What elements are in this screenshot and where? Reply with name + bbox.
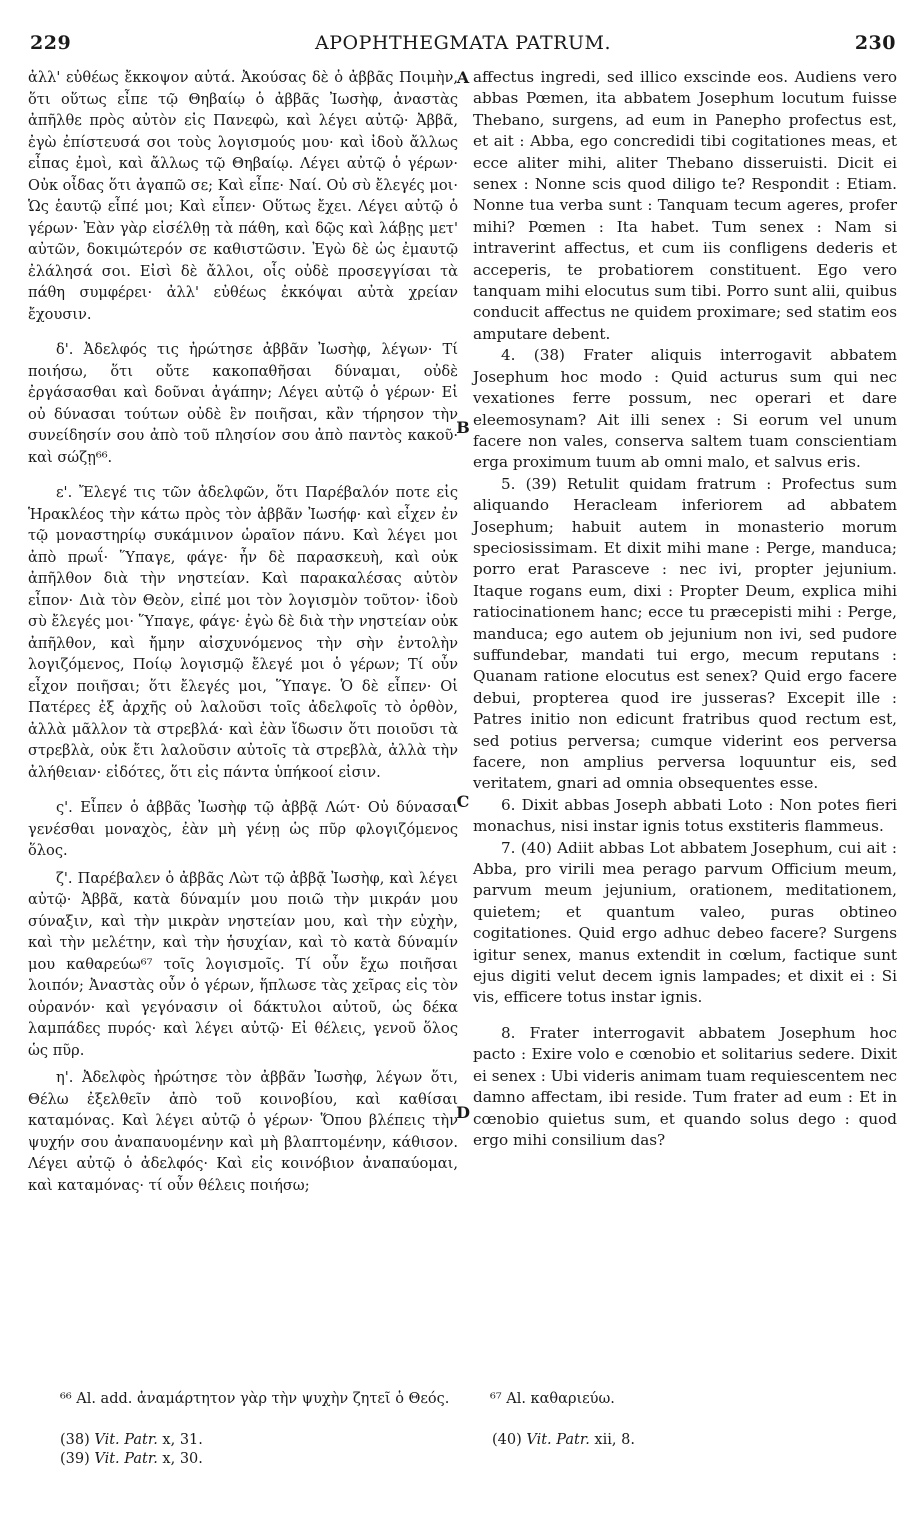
- latin-paragraph-3-end: affectus ingredi, sed illico exscinde eos. Audiens vero abbas Pœmen, ita abbatem Josephum locutum fuisse Thebano, surgens, ad eum in Panepho profectus est, et ait : Abba, ego concredidi tibi cogitationes meas, et ecce aliter mihi, aliter Thebano disseruisti. Dicit ei senex : Nonne scis quod diligo te? Respondit : Etiam. Nonne tua verba sunt : Tanquam tecum ageres, profer mihi? Pœmen : Ita habet. Tum senex : Nam si intraverint affectus, et cum iis confligens dederis et acceperis, te probatiorem constituent. Ego vero tanquam mihi elocutus sum tibi. Porro sunt alii, quibus conducit affectus ne quidem proximare; sed statim eos amputare debent.: [473, 68, 897, 343]
- page-number-right: 230: [854, 32, 896, 54]
- source-reference-40: [492, 1432, 635, 1448]
- greek-column: [28, 67, 458, 1196]
- greek-paragraph-6: ς'. Εἶπεν ὁ ἀββᾶς Ἰωσὴφ τῷ ἀββᾷ Λώτ· Οὐ δύνασαι γενέσθαι μοναχὸς, ἐὰν μὴ γένῃ ὡς πῦρ φλογιζόμενος ὅλος.: [28, 799, 458, 859]
- reference-number: (39): [60, 1451, 90, 1467]
- latin-paragraph-5: 5. (39) Retulit quidam fratrum : Profectus sum aliquando Heracleam inferiorem ad abbatem Josephum; habuit autem in monasterio morum speciosissimam. Et dixit mihi mane : Perge, manduca; porro erat Parasceve : nec ivi, propter jejunium. Itaque rogans eum, dixi : Propter Deum, explica mihi ratiocinationem hanc; ecce tu præcepisti mihi : Perge, manduca; ego autem ob jejunium non ivi, sed pudore suffundebar, mandati tui ergo, mecum reputans : Quanam ratione elocutus est senex? Quid ergo facere debui, propterea quod ire jusseras? Excepit ille : Patres initio non edicunt fratribus quod rectum est, sed potius perversa; cumque viderint eos perversa facere, non amplius perversa loquuntur eis, sed veritatem, gnari ad omnia obsequentes esse.: [473, 474, 897, 793]
- latin-paragraph-4: 4. (38) Frater aliquis interrogavit abbatem Josephum hoc modo : Quid acturus sum qui nec vexationes ferre possum, nec operari et dare eleemosynam? Ait illi senex : Si eorum vel unum facere non vales, conserva saltem tuam conscientiam erga proximum tuum ab omni malo, et salvus eris.: [473, 346, 897, 472]
- footnote-66: ⁶⁶ Al. add. ἀναμάρτητον γὰρ τὴν ψυχὴν ζητεῖ ὁ Θεός.: [60, 1391, 450, 1407]
- greek-paragraph-7: ζ'. Παρέβαλεν ὁ ἀββᾶς Λὼτ τῷ ἀββᾷ Ἰωσὴφ, καὶ λέγει αὐτῷ· Ἀββᾶ, κατὰ δύναμίν μου ποιῶ τὴν μικράν μου σύναξιν, καὶ τὴν μικρὰν νηστείαν μου, καὶ τὴν εὐχὴν, καὶ τὴν μελέτην, καὶ τὴν ἡσυχίαν, καὶ τὸ κατὰ δύναμίν μου καθαρεύω⁶⁷ τοῖς λογισμοῖς. Τί οὖν ἔχω ποιῆσαι λοιπόν; Ἀναστὰς οὖν ὁ γέρων, ἥπλωσε τὰς χεῖρας εἰς τὸν οὐρανόν· καὶ γεγόνασιν οἱ δάκτυλοι αὐτοῦ, ὡς δέκα λαμπάδες πυρός· καὶ λέγει αὐτῷ· Εἰ θέλεις, γενοῦ ὅλος ὡς πῦρ.: [28, 869, 458, 1059]
- latin-paragraph-6: 6. Dixit abbas Joseph abbati Loto : Non potes fieri monachus, nisi instar ignis totus exstiteris flammeus.: [473, 795, 897, 836]
- margin-letter-d: D: [456, 1103, 470, 1122]
- reference-source: Vit. Patr.: [526, 1432, 590, 1448]
- source-reference-38: [60, 1432, 203, 1448]
- latin-paragraph-7: 7. (40) Adiit abbas Lot abbatem Josephum, cui ait : Abba, pro virili mea perago parvum Officium meum, parvum meum jejunium, orationem, meditationem, quietem; et quantum valeo, puras obtineo cogitationes. Quid ergo adhuc debeo facere? Surgens igitur senex, manus extendit in cœlum, factique sunt ejus digiti velut decem ignis lampades; et dixit ei : Si vis, efficere totus instar ignis.: [473, 838, 897, 1007]
- reference-location: x, 30.: [162, 1451, 203, 1467]
- reference-number: (40): [492, 1432, 522, 1448]
- footnote-67: ⁶⁷ Al. καθαριεύω.: [490, 1391, 615, 1407]
- greek-paragraph-3-end: ἀλλ' εὐθέως ἔκκοψον αὐτά. Ἀκούσας δὲ ὁ ἀββᾶς Ποιμὴν, ὅτι οὕτως εἶπε τῷ Θηβαίῳ ὁ ἀββᾶς Ἰωσὴφ, ἀναστὰς ἀπῆλθε πρὸς αὐτὸν εἰς Πανεφὼ, καὶ λέγει αὐτῷ· Ἀββᾶ, ἐγὼ ἐπίστευσά σοι τοὺς λογισμούς μου· καὶ ἰδοὺ ἄλλως εἶπας ἐμοὶ, καὶ ἄλλως τῷ Θηβαίῳ. Λέγει αὐτῷ ὁ γέρων· Οὐκ οἶδας ὅτι ἀγαπῶ σε; Καὶ εἶπε· Ναί. Οὐ σὺ ἔλεγές μοι· Ὡς ἑαυτῷ εἶπέ μοι; Καὶ εἶπεν· Οὕτως ἔχει. Λέγει αὐτῷ ὁ γέρων· Ἐὰν γὰρ εἰσέλθῃ τὰ πάθη, καὶ δῷς καὶ λάβῃς μετ' αὐτῶν, δοκιμώτερόν σε καθιστῶσιν. Ἐγὼ δὲ ὡς ἐμαυτῷ ἐλάλησά σοι. Εἰσὶ δὲ ἄλλοι, οἷς οὐδὲ προσεγγίσαι τὰ πάθη συμφέρει· ἀλλ' εὐθέως ἐκκόψαι αὐτὰ χρείαν ἔχουσιν.: [28, 69, 458, 323]
- greek-paragraph-8: η'. Ἀδελφὸς ἠρώτησε τὸν ἀββᾶν Ἰωσὴφ, λέγων ὅτι, Θέλω ἐξελθεῖν ἀπὸ τοῦ κοινοβίου, καὶ καθίσαι καταμόνας. Καὶ λέγει αὐτῷ ὁ γέρων· Ὅπου βλέπεις τὴν ψυχήν σου ἀναπαυομένην καὶ μὴ βλαπτομένην, κάθισον. Λέγει αὐτῷ ὁ ἀδελφός· Καὶ εἰς κοινόβιον ἀναπαύομαι, καὶ καταμόνας· τί οὖν θέλεις ποιήσω;: [28, 1069, 458, 1194]
- reference-location: xii, 8.: [594, 1432, 635, 1448]
- latin-column: [473, 67, 897, 1151]
- reference-source: Vit. Patr.: [94, 1451, 158, 1467]
- greek-paragraph-4: δ'. Ἀδελφός τις ἠρώτησε ἀββᾶν Ἰωσὴφ, λέγων· Τί ποιήσω, ὅτι οὔτε κακοπαθῆσαι δύναμαι, οὐδὲ ἐργάσασθαι καὶ δοῦναι ἀγάπην; Λέγει αὐτῷ ὁ γέρων· Εἰ οὐ δύνασαι τούτων οὐδὲ ἓν ποιῆσαι, κἂν τήρησον τὴν συνείδησίν σου ἀπὸ τοῦ πλησίον σου ἀπὸ παντὸς κακοῦ· καὶ σώζῃ⁶⁶.: [28, 341, 458, 466]
- source-reference-39: [60, 1451, 203, 1467]
- margin-letter-c: C: [456, 792, 470, 811]
- reference-number: (38): [60, 1432, 90, 1448]
- reference-location: x, 31.: [162, 1432, 203, 1448]
- margin-letter-a: A: [456, 68, 470, 87]
- running-title: APOPHTHEGMATA PATRUM.: [315, 32, 611, 54]
- page-number-left: 229: [30, 32, 72, 54]
- latin-paragraph-8: 8. Frater interrogavit abbatem Josephum hoc pacto : Exire volo e cœnobio et solitarius sedere. Dixit ei senex : Ubi videris animam tuam requiescentem nec damno affectam, ibi reside. Tum frater ad eum : Et in cœnobio quietus sum, et quando solus dego : quod ergo mihi consilium das?: [473, 1023, 897, 1149]
- greek-paragraph-5: ε'. Ἔλεγέ τις τῶν ἀδελφῶν, ὅτι Παρέβαλόν ποτε εἰς Ἡρακλέος τὴν κάτω πρὸς τὸν ἀββᾶν Ἰωσήφ· καὶ εἶχεν ἐν τῷ μοναστηρίῳ συκάμινον ὡραῖον πάνυ. Καὶ λέγει μοι ἀπὸ πρωΐ· Ὕπαγε, φάγε· ἦν δὲ παρασκευὴ, καὶ οὐκ ἀπῆλθον διὰ τὴν νηστείαν. Καὶ παρακαλέσας αὐτὸν εἶπον· Διὰ τὸν Θεὸν, εἰπέ μοι τὸν λογισμὸν τοῦτον· ἰδοὺ σὺ ἔλεγές μοι· Ὕπαγε, φάγε· ἐγὼ δὲ διὰ τὴν νηστείαν οὐκ ἀπῆλθον, καὶ ἤμην αἰσχυνόμενος τὴν σὴν ἐντολὴν λογιζόμενος, Ποίῳ λογισμῷ ἔλεγέ μοι ὁ γέρων; Τί οὖν εἶχον ποιῆσαι; ὅτι ἔλεγές μοι, Ὕπαγε. Ὁ δὲ εἶπεν· Οἱ Πατέρες ἐξ ἀρχῆς οὐ λαλοῦσι τοῖς ἀδελφοῖς τὸ ὀρθὸν, ἀλλὰ μᾶλλον τὰ στρεβλά· καὶ ἐὰν ἴδωσιν ὅτι ποιοῦσι τὰ στρεβλὰ, οὐκ ἔτι λαλοῦσιν αὐτοῖς τὰ στρεβλὰ, ἀλλὰ τὴν ἀλήθειαν· εἰδότες, ὅτι εἰς πάντα ὑπήκοοί εἰσιν.: [28, 484, 458, 781]
- margin-letter-b: B: [456, 418, 470, 437]
- reference-source: Vit. Patr.: [94, 1432, 158, 1448]
- running-header: [30, 32, 896, 58]
